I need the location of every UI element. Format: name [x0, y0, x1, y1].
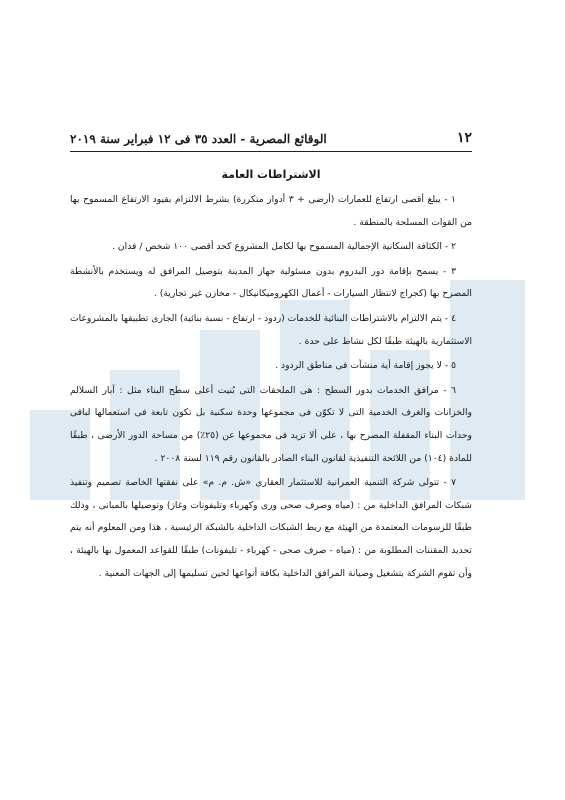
clause-4: ٤ - يتم الالتزام بالاشتراطات البنائية للخدمات (ردود - ارتفاع - نسبة بنائية) الجارى تطبيقها بالمشروعات الاستثمارية بالهيئة طبقًا لكل نشاط على حدة . — [70, 312, 472, 347]
page-header — [70, 130, 472, 152]
clause-2: ٢ - الكثافة السكانية الإجمالية المسموح بها لكامل المشروع كحد أقصى ١٠٠ شخص / فدان . — [112, 241, 456, 253]
clause-5: ٥ - لا يجوز إقامة أية منشآت فى مناطق الردود . — [275, 360, 456, 372]
clause-3: ٣ - يسمح بإقامة دور البدروم بدون مسئولية جهاز المدينة بتوصيل المرافق له ويستخدم بالأنشطة المصرح بها (كجراج لانتظار السيارات - أعمال الكهروميكانيكال - مخازن غير تجارية) . — [70, 265, 472, 300]
clause-1: ١ - يبلغ أقصى ارتفاع للعمارات (أرضى + ٣ أدوار متكررة) بشرط الالتزام بقيود الارتفاع المسموح بها من القوات المسلحة بالمنطقة . — [70, 194, 472, 228]
clause-7: ٧ - تتولى شركة التنمية العمرانية للاستثمار العقارى «ش. م. م» على نفقتها الخاصة تصميم وتنفيذ شبكات المرافق الداخلية من : (مياه وصرف صحى ورى وكهرباء وتليفونات وغاز) وتوصيلها بالمبانى ، وذلك طبقًا للرسومات المعتمدة من الهيئة مع ربط الشبكات الداخلية بالشبكة الرئيسية ، هذا ومن المعلوم أنه يتم تحديد المقننات المطلوبة من : (مياه - صرف صحى - كهرباء - تليفونات) طبقًا للقواعد المعمول بها بالهيئة ، وأن تقوم الشركة بتشغيل وصيانة المرافق الداخلية بكافة أنواعها لحين تسليمها إلى الجهات المعنية . — [70, 477, 472, 579]
section-title: الاشتراطات العامة — [221, 168, 321, 181]
page-number: ١٢ — [456, 130, 472, 146]
document-page — [70, 130, 472, 587]
clause-6: ٦ - مرافق الخدمات بدور السطح : هى الملحقات التى بُنيت أعلى سطح البناء مثل : آبار السلالم والخزانات والغرف الخدمية التى لا تكوّن فى مجموعها وحدة سكنية بل تكون تابعة فى استعمالها لباقى وحدات البناء المقفلة المصرح بها ، على ألا تزيد فى مجموعها عن (٢٥٪) من مساحة الدور الأرضى ، طبقًا للمادة (١٠٤) من اللائحة التنفيذية لقانون البناء الصادر بالقانون رقم ١١٩ لسنة ٢٠٠٨ . — [70, 384, 472, 464]
gazette-title: الوقائع المصرية - العدد ٣٥ فى ١٢ فبراير سنة ٢٠١٩ — [70, 132, 327, 146]
clauses-list — [70, 189, 472, 585]
